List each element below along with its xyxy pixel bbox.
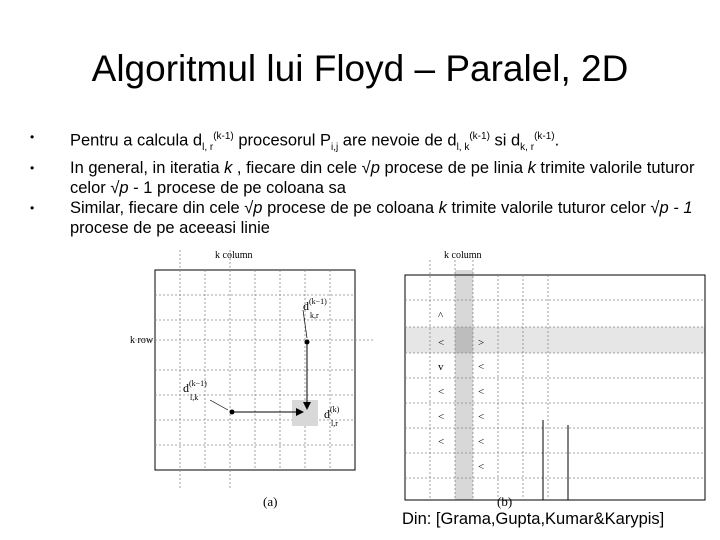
arrow-glyph: < bbox=[478, 386, 485, 398]
k-row-label-a: k row bbox=[130, 335, 154, 346]
caption-b: (b) bbox=[497, 494, 513, 509]
arrow-glyph: < bbox=[438, 411, 445, 423]
highlight-intersection-b bbox=[455, 327, 473, 353]
arrow-glyph: < bbox=[438, 386, 445, 398]
bullet-dot: • bbox=[30, 130, 35, 144]
italic-p: p bbox=[253, 198, 263, 217]
grid-b-lines bbox=[405, 260, 705, 500]
source-citation: Din: [Grama,Gupta,Kumar&Karypis] bbox=[402, 510, 665, 528]
grid-b-border bbox=[405, 275, 705, 500]
arrow-glyph: < bbox=[438, 436, 445, 448]
superscript: (k-1) bbox=[213, 131, 234, 142]
italic-p: p bbox=[370, 158, 380, 177]
subscript: l, k bbox=[456, 141, 470, 153]
italic-k: k bbox=[438, 198, 447, 217]
leader-left-a bbox=[210, 400, 228, 410]
arrow-glyph: < bbox=[478, 461, 485, 473]
bullet-text: procese de pe aceeasi linie bbox=[70, 218, 270, 237]
d-left-sub-a: l,k bbox=[190, 393, 199, 402]
superscript: (k-1) bbox=[469, 131, 490, 142]
arrow-glyph: v bbox=[438, 361, 444, 373]
italic-p: p - 1 bbox=[659, 198, 693, 217]
bullet-text: trimite valorile tuturor celor √ bbox=[70, 158, 695, 197]
arrow-glyph: < bbox=[438, 337, 445, 349]
arrow-glyph: < bbox=[478, 436, 485, 448]
arrow-glyph: < bbox=[478, 411, 485, 423]
bullet-dot: • bbox=[30, 200, 35, 215]
italic-p: p bbox=[119, 178, 129, 197]
bullet-text: si d bbox=[489, 131, 521, 150]
bullet-text: are nevoie de d bbox=[338, 131, 457, 150]
subscript: l, r bbox=[202, 141, 214, 153]
subscript: i,j bbox=[330, 141, 339, 153]
arrow-glyph: ^ bbox=[438, 310, 444, 322]
k-column-label-b: k column bbox=[444, 250, 482, 261]
d-cell-label-a: $d^{(k)}$ bbox=[324, 405, 340, 421]
caption-a: (a) bbox=[263, 494, 278, 509]
node-left-a bbox=[230, 410, 235, 415]
grid-a-lines bbox=[135, 250, 375, 490]
bullet-text: procese de pe coloana bbox=[262, 198, 439, 217]
d-top-label-a: $d^{(k-1)}$ bbox=[303, 297, 327, 313]
italic-k: k bbox=[527, 158, 536, 177]
d-top-sub-a: k,r bbox=[310, 311, 319, 320]
arrow-glyph: < bbox=[478, 361, 485, 373]
bullet-text: In general, in iteratia bbox=[70, 158, 225, 177]
diagram-b bbox=[405, 250, 705, 509]
arrow-glyph: > bbox=[478, 337, 485, 349]
bullet-text: . bbox=[554, 131, 560, 150]
highlight-row-b bbox=[405, 327, 705, 353]
bullet-text: Similar, fiecare din cele √ bbox=[70, 198, 254, 217]
highlight-column-b bbox=[455, 270, 473, 500]
bullet-text: - 1 procese de pe coloana sa bbox=[128, 178, 346, 197]
bullet-text: Pentru a calcula d bbox=[70, 131, 203, 150]
italic-k: k bbox=[224, 158, 233, 177]
k-column-label-a: k column bbox=[215, 250, 253, 261]
superscript: (k-1) bbox=[534, 131, 555, 142]
slide-title: Algoritmul lui Floyd – Paralel, 2D bbox=[91, 48, 629, 89]
bullet-text: trimite valorile tuturor celor √ bbox=[446, 198, 660, 217]
d-left-label-a: $d^{(k-1)}$ bbox=[183, 379, 207, 395]
node-top-a bbox=[305, 340, 310, 345]
bullet-text: procesorul P bbox=[233, 131, 331, 150]
d-cell-sub-a: l,r bbox=[331, 419, 338, 428]
subscript: k, r bbox=[520, 141, 535, 153]
bullet-text: , fiecare din cele √ bbox=[232, 158, 371, 177]
bullet-dot: • bbox=[30, 160, 35, 175]
diagram-a bbox=[130, 250, 375, 509]
bullet-text: procese de pe linia bbox=[379, 158, 528, 177]
